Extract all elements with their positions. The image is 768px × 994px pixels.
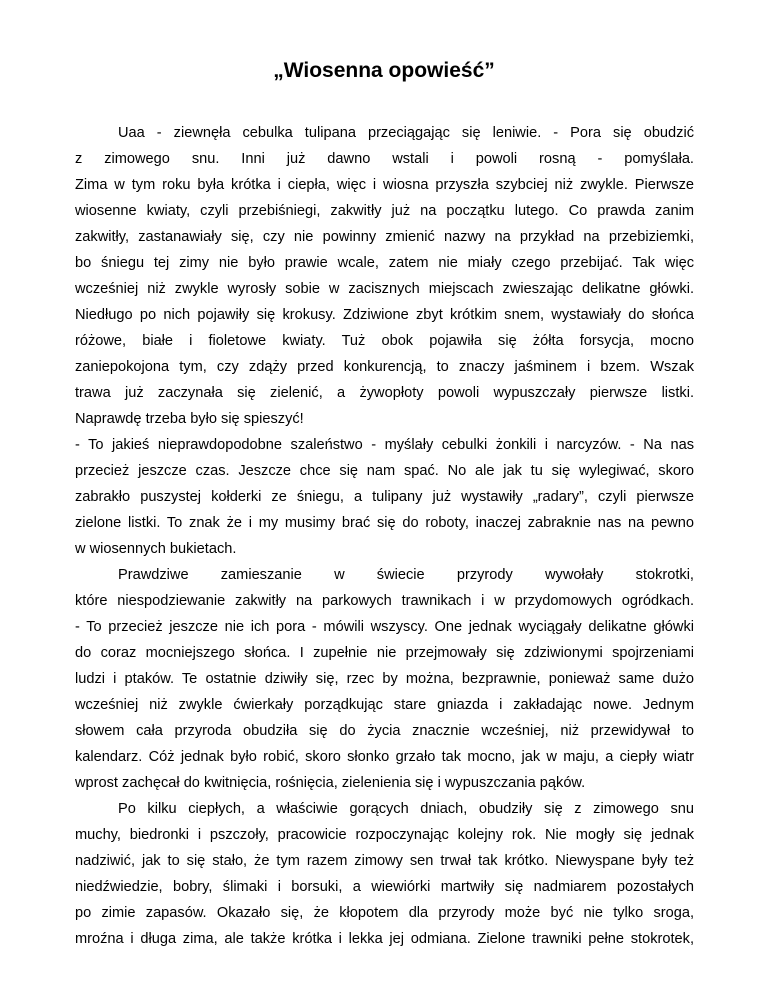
text-line: z zimowego snu. Inni już dawno wstali i powoli rosną - pomyślała. — [75, 151, 694, 167]
text-line: w wiosennych bukietach. — [75, 541, 237, 557]
text-line: ludzi i ptaków. Te ostatnie dziwiły się, rzec by można, bezprawnie, ponieważ same dużo — [75, 671, 694, 687]
text-line: wprost zachęcał do kwitnięcia, rośnięcia, zielenienia się i wypuszczania pąków. — [75, 775, 586, 791]
text-line: wcześniej niż zwykle wyrosły sobie w zacisznych miejscach zwieszając delikatne główki. — [75, 281, 694, 297]
text-line: Naprawdę trzeba było się spieszyć! — [75, 411, 304, 427]
text-line: niedźwiedzie, bobry, ślimaki i borsuki, a wiewiórki martwiły się nadmiarem pozostałych — [75, 879, 694, 895]
text-line: Prawdziwe zamieszanie w świecie przyrody wywołały stokrotki, — [118, 567, 694, 583]
text-line: przecież jeszcze czas. Jeszcze chce się nam spać. No ale jak tu się wylegiwać, skoro — [75, 463, 694, 479]
text-line: wcześniej niż zwykle ćwierkały porządkując stare gniazda i zakładając nowe. Jednym — [75, 697, 694, 713]
text-line: kalendarz. Cóż jednak było robić, skoro słonko grzało tak mocno, jak w maju, a ciepły wiatr — [75, 749, 694, 765]
text-line: nadziwić, jak to się stało, że tym razem zimowy sen trwał tak krótko. Niewyspane były też — [75, 853, 694, 869]
text-line: Niedługo po nich pojawiły się krokusy. Zdziwione zbyt krótkim snem, wystawiały do słońca — [75, 307, 694, 323]
text-line: - To przecież jeszcze nie ich pora - mówili wszyscy. One jednak wyciągały delikatne główki — [75, 619, 694, 635]
text-line: po zimie zapasów. Okazało się, że kłopotem dla przyrody może być nie tylko sroga, — [75, 905, 694, 921]
text-line: Uaa - ziewnęła cebulka tulipana przeciągając się leniwie. - Pora się obudzić — [118, 125, 694, 141]
text-line: - To jakieś nieprawdopodobne szaleństwo - myślały cebulki żonkili i narcyzów. - Na nas — [75, 437, 694, 453]
text-line: zaniepokojona tym, czy zdąży przed konkurencją, to znaczy jaśminem i bzem. Wszak — [75, 359, 694, 375]
document-title: „Wiosenna opowieść” — [273, 59, 495, 82]
text-line: słowem cała przyroda obudziła się do życia znacznie wcześniej, niż przewidywał to — [75, 723, 694, 739]
text-line: bo śniegu tej zimy nie było prawie wcale, zatem nie miały czego przebijać. Tak więc — [75, 255, 694, 271]
text-line: mroźna i długa zima, ale także krótka i lekka jej odmiana. Zielone trawniki pełne stokrotek, — [75, 931, 694, 947]
text-line: zielone listki. To znak że i my musimy brać się do roboty, inaczej zabraknie nas na pewno — [75, 515, 694, 531]
text-line: zabrakło puszystej kołderki ze śniegu, a tulipany już wystawiły „radary”, czyli pierwsze — [75, 489, 694, 505]
text-line: wiosenne kwiaty, czyli przebiśniegi, zakwitły już na początku lutego. Co prawda zanim — [75, 203, 694, 219]
text-line: Zima w tym roku była krótka i ciepła, więc i wiosna przyszła szybciej niż zwykle. Pierwsze — [75, 177, 694, 193]
text-line: Po kilku ciepłych, a właściwie gorących dniach, obudziły się z zimowego snu — [118, 801, 694, 817]
text-line: trawa już zaczynała się zielenić, a żywopłoty powoli wypuszczały pierwsze listki. — [75, 385, 694, 401]
text-line: muchy, biedronki i pszczoły, pracowicie rozpoczynając kolejny rok. Nie mogły się jednak — [75, 827, 694, 843]
text-line: które niespodziewanie zakwitły na parkowych trawnikach i w przydomowych ogródkach. — [75, 593, 694, 609]
text-line: różowe, białe i fioletowe kwiaty. Tuż obok pojawiła się żółta forsycja, mocno — [75, 333, 694, 349]
text-line: do coraz mocniejszego słońca. I zupełnie nie przejmowały się zdziwionymi spojrzeniami — [75, 645, 694, 661]
text-line: zakwitły, zastanawiały się, czy nie powinny zmienić nazwy na przykład na przebiziemki, — [75, 229, 694, 245]
